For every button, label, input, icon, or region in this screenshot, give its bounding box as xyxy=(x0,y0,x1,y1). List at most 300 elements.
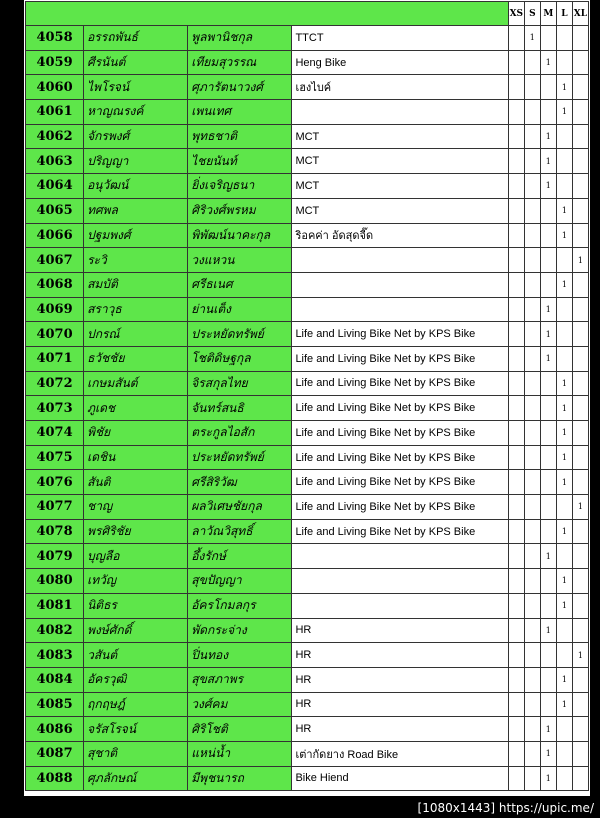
last-name: ศรีสิริวัฒ xyxy=(188,470,292,495)
size-cell-s xyxy=(524,593,540,618)
size-cell-l: 1 xyxy=(556,100,572,125)
size-cell-m: 1 xyxy=(540,174,556,199)
first-name: พิชัย xyxy=(84,421,188,446)
table-row xyxy=(26,618,589,643)
first-name: จรัสโรจน์ xyxy=(84,717,188,742)
team-name: Heng Bike xyxy=(292,50,508,75)
size-cell-xs xyxy=(508,421,524,446)
team-name: ริอคค่า อัดสุดจี๊ด xyxy=(292,223,508,248)
team-name: HR xyxy=(292,667,508,692)
size-cell-l xyxy=(556,124,572,149)
size-cell-m xyxy=(540,371,556,396)
size-cell-xs xyxy=(508,741,524,766)
size-cell-l xyxy=(556,618,572,643)
size-cell-xl xyxy=(572,741,588,766)
size-cell-m xyxy=(540,643,556,668)
table-row xyxy=(26,198,589,223)
team-name xyxy=(292,569,508,594)
first-name: ไพโรจน์ xyxy=(84,75,188,100)
first-name: บุญลือ xyxy=(84,544,188,569)
team-name xyxy=(292,544,508,569)
last-name: ไชยนันท์ xyxy=(188,149,292,174)
table-row xyxy=(26,272,589,297)
last-name: ยิ่งเจริญธนา xyxy=(188,174,292,199)
size-cell-s xyxy=(524,667,540,692)
bib-number: 4058 xyxy=(26,26,84,51)
bib-number: 4085 xyxy=(26,692,84,717)
last-name: จิรสกุลไทย xyxy=(188,371,292,396)
size-cell-xs xyxy=(508,766,524,791)
roster-sheet xyxy=(24,0,590,796)
team-name: Life and Living Bike Net by KPS Bike xyxy=(292,495,508,520)
last-name: อึ้งรักษ์ xyxy=(188,544,292,569)
size-cell-m: 1 xyxy=(540,766,556,791)
size-cell-xl xyxy=(572,174,588,199)
size-cell-l: 1 xyxy=(556,667,572,692)
first-name: ศีรนันต์ xyxy=(84,50,188,75)
size-cell-l xyxy=(556,643,572,668)
table-row xyxy=(26,75,589,100)
size-cell-l xyxy=(556,346,572,371)
size-cell-m xyxy=(540,593,556,618)
size-cell-m xyxy=(540,692,556,717)
last-name: พูลพานิชกุล xyxy=(188,26,292,51)
bib-number: 4060 xyxy=(26,75,84,100)
size-cell-s xyxy=(524,198,540,223)
first-name: ชาญ xyxy=(84,495,188,520)
size-cell-s xyxy=(524,272,540,297)
size-cell-l xyxy=(556,174,572,199)
size-cell-l: 1 xyxy=(556,593,572,618)
size-cell-m: 1 xyxy=(540,50,556,75)
size-cell-xl xyxy=(572,544,588,569)
size-cell-m xyxy=(540,421,556,446)
first-name: ทศพล xyxy=(84,198,188,223)
size-cell-l: 1 xyxy=(556,470,572,495)
team-name: Life and Living Bike Net by KPS Bike xyxy=(292,445,508,470)
size-cell-s xyxy=(524,124,540,149)
last-name: ลาวัณวิสุทธิ์ xyxy=(188,519,292,544)
size-cell-l xyxy=(556,717,572,742)
team-name: Life and Living Bike Net by KPS Bike xyxy=(292,421,508,446)
size-cell-m xyxy=(540,26,556,51)
bib-number: 4070 xyxy=(26,322,84,347)
size-cell-m: 1 xyxy=(540,346,556,371)
last-name: สุขปัญญา xyxy=(188,569,292,594)
size-header-l: L xyxy=(556,2,572,26)
size-cell-xl: 1 xyxy=(572,248,588,273)
size-cell-xl xyxy=(572,322,588,347)
table-row xyxy=(26,692,589,717)
last-name: เทียมสุวรรณ xyxy=(188,50,292,75)
size-cell-xl xyxy=(572,766,588,791)
bib-number: 4068 xyxy=(26,272,84,297)
team-name: HR xyxy=(292,618,508,643)
size-cell-xl xyxy=(572,593,588,618)
table-row xyxy=(26,667,589,692)
size-cell-xs xyxy=(508,100,524,125)
size-cell-xl xyxy=(572,445,588,470)
size-cell-l xyxy=(556,741,572,766)
size-cell-xs xyxy=(508,124,524,149)
table-row xyxy=(26,643,589,668)
size-cell-xs xyxy=(508,396,524,421)
first-name: ระวิ xyxy=(84,248,188,273)
size-cell-l xyxy=(556,50,572,75)
size-cell-m xyxy=(540,272,556,297)
size-cell-s xyxy=(524,495,540,520)
first-name: พรศิริชัย xyxy=(84,519,188,544)
team-name: Life and Living Bike Net by KPS Bike xyxy=(292,519,508,544)
team-name: เต่ากัดยาง Road Bike xyxy=(292,741,508,766)
size-cell-xs xyxy=(508,445,524,470)
size-cell-xs xyxy=(508,569,524,594)
table-row xyxy=(26,371,589,396)
last-name: ศิริวงศ์พรหม xyxy=(188,198,292,223)
first-name: อรรถพันธ์ xyxy=(84,26,188,51)
table-row xyxy=(26,544,589,569)
size-cell-m: 1 xyxy=(540,149,556,174)
table-row xyxy=(26,470,589,495)
team-name: Life and Living Bike Net by KPS Bike xyxy=(292,346,508,371)
team-name: HR xyxy=(292,717,508,742)
size-cell-m xyxy=(540,100,556,125)
size-cell-s xyxy=(524,643,540,668)
size-cell-m: 1 xyxy=(540,741,556,766)
bib-number: 4071 xyxy=(26,346,84,371)
size-cell-xs xyxy=(508,297,524,322)
size-cell-xl xyxy=(572,396,588,421)
table-row xyxy=(26,124,589,149)
bib-number: 4077 xyxy=(26,495,84,520)
last-name: พิพัฒน์นาคะกุล xyxy=(188,223,292,248)
size-cell-xs xyxy=(508,26,524,51)
last-name: เพนเทศ xyxy=(188,100,292,125)
team-name: TTCT xyxy=(292,26,508,51)
size-cell-s xyxy=(524,223,540,248)
size-cell-s xyxy=(524,346,540,371)
bib-number: 4087 xyxy=(26,741,84,766)
bib-number: 4084 xyxy=(26,667,84,692)
first-name: ปริญญา xyxy=(84,149,188,174)
size-cell-xl xyxy=(572,124,588,149)
size-cell-l: 1 xyxy=(556,421,572,446)
last-name: ประหยัดทรัพย์ xyxy=(188,445,292,470)
last-name: ปิ่นทอง xyxy=(188,643,292,668)
size-cell-s xyxy=(524,519,540,544)
first-name: สุชาติ xyxy=(84,741,188,766)
size-cell-xs xyxy=(508,495,524,520)
size-cell-m: 1 xyxy=(540,322,556,347)
table-row xyxy=(26,223,589,248)
team-name xyxy=(292,248,508,273)
first-name: อนุวัฒน์ xyxy=(84,174,188,199)
size-cell-xl xyxy=(572,717,588,742)
size-cell-l xyxy=(556,766,572,791)
first-name: สมบัติ xyxy=(84,272,188,297)
size-cell-xs xyxy=(508,50,524,75)
watermark: [1080x1443] https://upic.me/ xyxy=(417,801,594,815)
size-cell-m: 1 xyxy=(540,717,556,742)
bib-number: 4076 xyxy=(26,470,84,495)
header-blank xyxy=(26,2,509,26)
size-cell-xs xyxy=(508,371,524,396)
size-cell-xl xyxy=(572,371,588,396)
size-cell-xl xyxy=(572,569,588,594)
first-name: เกษมสันต์ xyxy=(84,371,188,396)
table-row xyxy=(26,741,589,766)
size-cell-xl xyxy=(572,692,588,717)
table-row xyxy=(26,766,589,791)
size-cell-s xyxy=(524,322,540,347)
first-name: ฤกฤษฎ์ xyxy=(84,692,188,717)
bib-number: 4073 xyxy=(26,396,84,421)
size-cell-m: 1 xyxy=(540,124,556,149)
last-name: แหน่น้ำ xyxy=(188,741,292,766)
team-name: MCT xyxy=(292,149,508,174)
team-name: Life and Living Bike Net by KPS Bike xyxy=(292,322,508,347)
bib-number: 4059 xyxy=(26,50,84,75)
size-cell-xl xyxy=(572,272,588,297)
size-cell-m: 1 xyxy=(540,544,556,569)
size-cell-l: 1 xyxy=(556,692,572,717)
bib-number: 4065 xyxy=(26,198,84,223)
table-row xyxy=(26,174,589,199)
table-row xyxy=(26,26,589,51)
table-row xyxy=(26,593,589,618)
size-cell-xs xyxy=(508,593,524,618)
team-name: เฮงไบค์ xyxy=(292,75,508,100)
size-header-xl: XL xyxy=(572,2,588,26)
first-name: อัครวุฒิ xyxy=(84,667,188,692)
size-cell-m xyxy=(540,519,556,544)
bib-number: 4080 xyxy=(26,569,84,594)
bib-number: 4078 xyxy=(26,519,84,544)
bib-number: 4067 xyxy=(26,248,84,273)
size-cell-l: 1 xyxy=(556,75,572,100)
size-cell-xl xyxy=(572,346,588,371)
table-row xyxy=(26,100,589,125)
first-name: ภูเดช xyxy=(84,396,188,421)
first-name: ปกรณ์ xyxy=(84,322,188,347)
size-cell-xs xyxy=(508,346,524,371)
size-cell-m xyxy=(540,495,556,520)
first-name: สราวุธ xyxy=(84,297,188,322)
size-cell-m xyxy=(540,569,556,594)
size-cell-l xyxy=(556,248,572,273)
size-cell-l xyxy=(556,26,572,51)
bib-number: 4086 xyxy=(26,717,84,742)
size-cell-xl xyxy=(572,149,588,174)
last-name: สุขสภาพร xyxy=(188,667,292,692)
size-cell-s xyxy=(524,174,540,199)
bib-number: 4083 xyxy=(26,643,84,668)
size-cell-xl xyxy=(572,75,588,100)
bib-number: 4081 xyxy=(26,593,84,618)
size-cell-l: 1 xyxy=(556,519,572,544)
first-name: ศุภลักษณ์ xyxy=(84,766,188,791)
size-cell-s xyxy=(524,248,540,273)
size-cell-s xyxy=(524,297,540,322)
size-cell-s xyxy=(524,766,540,791)
size-cell-xl xyxy=(572,198,588,223)
size-cell-xl xyxy=(572,26,588,51)
last-name: ย่านเต็ง xyxy=(188,297,292,322)
size-cell-s xyxy=(524,75,540,100)
table-row xyxy=(26,495,589,520)
first-name: ปฐมพงศ์ xyxy=(84,223,188,248)
bib-number: 4075 xyxy=(26,445,84,470)
size-cell-xs xyxy=(508,198,524,223)
roster-table xyxy=(25,1,589,791)
size-cell-l xyxy=(556,297,572,322)
last-name: จันทร์สนธิ xyxy=(188,396,292,421)
size-cell-m: 1 xyxy=(540,297,556,322)
first-name: เทวัญ xyxy=(84,569,188,594)
team-name: HR xyxy=(292,692,508,717)
size-cell-xl xyxy=(572,100,588,125)
size-cell-l: 1 xyxy=(556,198,572,223)
size-cell-xs xyxy=(508,470,524,495)
size-cell-s xyxy=(524,100,540,125)
table-row xyxy=(26,421,589,446)
bib-number: 4088 xyxy=(26,766,84,791)
bib-number: 4063 xyxy=(26,149,84,174)
size-cell-xs xyxy=(508,149,524,174)
size-cell-l xyxy=(556,322,572,347)
table-row xyxy=(26,346,589,371)
size-cell-s xyxy=(524,421,540,446)
size-cell-l: 1 xyxy=(556,371,572,396)
first-name: เดชิน xyxy=(84,445,188,470)
table-row xyxy=(26,519,589,544)
team-name: MCT xyxy=(292,198,508,223)
bib-number: 4064 xyxy=(26,174,84,199)
size-cell-xs xyxy=(508,667,524,692)
size-cell-l xyxy=(556,495,572,520)
team-name xyxy=(292,297,508,322)
team-name: Bike Hiend xyxy=(292,766,508,791)
team-name: MCT xyxy=(292,124,508,149)
size-cell-xl: 1 xyxy=(572,495,588,520)
size-cell-s xyxy=(524,717,540,742)
last-name: ศิริโชติ xyxy=(188,717,292,742)
size-header-s: S xyxy=(524,2,540,26)
first-name: สันติ xyxy=(84,470,188,495)
table-row xyxy=(26,149,589,174)
table-row xyxy=(26,50,589,75)
first-name: จักรพงศ์ xyxy=(84,124,188,149)
size-cell-xl xyxy=(572,421,588,446)
table-row xyxy=(26,322,589,347)
table-row xyxy=(26,445,589,470)
size-cell-s xyxy=(524,618,540,643)
first-name: วสันต์ xyxy=(84,643,188,668)
size-cell-m xyxy=(540,396,556,421)
bib-number: 4061 xyxy=(26,100,84,125)
size-cell-s xyxy=(524,569,540,594)
size-cell-m xyxy=(540,445,556,470)
first-name: นิติธร xyxy=(84,593,188,618)
team-name: Life and Living Bike Net by KPS Bike xyxy=(292,470,508,495)
team-name xyxy=(292,593,508,618)
table-row xyxy=(26,297,589,322)
size-cell-l xyxy=(556,544,572,569)
bib-number: 4069 xyxy=(26,297,84,322)
bib-number: 4079 xyxy=(26,544,84,569)
last-name: ผลวิเศษชัยกุล xyxy=(188,495,292,520)
size-cell-l: 1 xyxy=(556,223,572,248)
table-row xyxy=(26,396,589,421)
size-cell-l: 1 xyxy=(556,272,572,297)
size-cell-l: 1 xyxy=(556,569,572,594)
last-name: ประหยัดทรัพย์ xyxy=(188,322,292,347)
size-cell-xs xyxy=(508,223,524,248)
last-name: โชติดิษฐกุล xyxy=(188,346,292,371)
size-cell-m xyxy=(540,248,556,273)
size-cell-xs xyxy=(508,692,524,717)
size-cell-xl xyxy=(572,667,588,692)
size-cell-xs xyxy=(508,717,524,742)
last-name: มีพุชนารถ xyxy=(188,766,292,791)
last-name: พุทธชาติ xyxy=(188,124,292,149)
last-name: วงแหวน xyxy=(188,248,292,273)
last-name: อัครโกมลกุร xyxy=(188,593,292,618)
size-cell-xl xyxy=(572,223,588,248)
bib-number: 4062 xyxy=(26,124,84,149)
size-cell-xs xyxy=(508,544,524,569)
size-cell-s xyxy=(524,741,540,766)
size-cell-l: 1 xyxy=(556,396,572,421)
table-row xyxy=(26,248,589,273)
first-name: พงษ์ศักดิ์ xyxy=(84,618,188,643)
size-cell-xl xyxy=(572,50,588,75)
size-cell-s xyxy=(524,149,540,174)
size-cell-s xyxy=(524,50,540,75)
size-cell-xs xyxy=(508,322,524,347)
size-cell-s xyxy=(524,692,540,717)
team-name xyxy=(292,272,508,297)
size-cell-s xyxy=(524,544,540,569)
bib-number: 4066 xyxy=(26,223,84,248)
header-row xyxy=(26,2,589,26)
bib-number: 4072 xyxy=(26,371,84,396)
size-cell-m: 1 xyxy=(540,618,556,643)
first-name: หาญณรงค์ xyxy=(84,100,188,125)
size-cell-xl xyxy=(572,297,588,322)
last-name: วงศ์คม xyxy=(188,692,292,717)
team-name: MCT xyxy=(292,174,508,199)
last-name: ศุภารัตนาวงศ์ xyxy=(188,75,292,100)
size-cell-xl xyxy=(572,519,588,544)
size-cell-xs xyxy=(508,519,524,544)
size-cell-xs xyxy=(508,643,524,668)
first-name: ธวัชชัย xyxy=(84,346,188,371)
size-cell-m xyxy=(540,470,556,495)
size-cell-xs xyxy=(508,618,524,643)
size-cell-s xyxy=(524,396,540,421)
size-cell-xl xyxy=(572,470,588,495)
size-cell-l xyxy=(556,149,572,174)
size-cell-xl: 1 xyxy=(572,643,588,668)
team-name: HR xyxy=(292,643,508,668)
size-cell-m xyxy=(540,75,556,100)
size-cell-m xyxy=(540,223,556,248)
team-name: Life and Living Bike Net by KPS Bike xyxy=(292,371,508,396)
bib-number: 4074 xyxy=(26,421,84,446)
size-cell-l: 1 xyxy=(556,445,572,470)
size-cell-xs xyxy=(508,174,524,199)
